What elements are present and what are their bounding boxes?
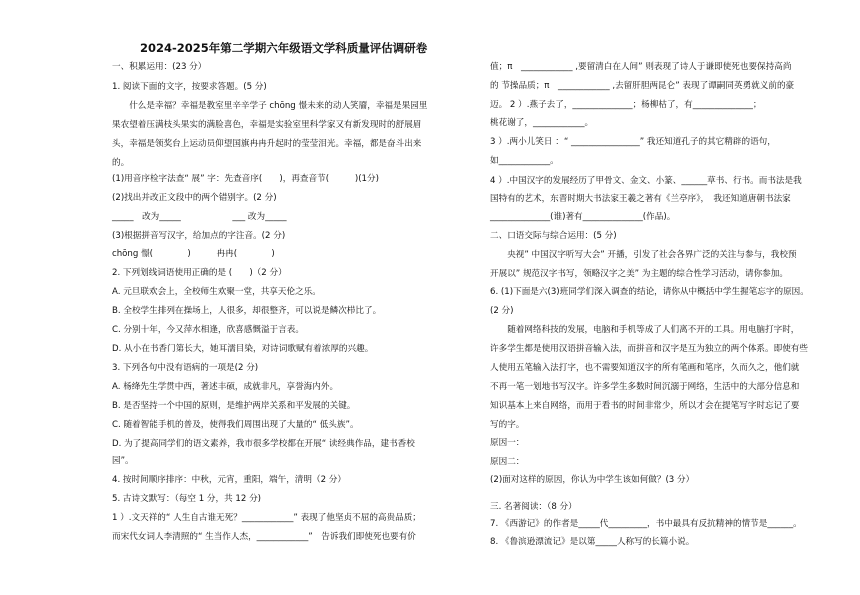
pinyin-blanks: chōng 憬( ) 冉冉( ) — [112, 249, 275, 259]
option-d: D. 从小在书香门第长大，她耳濡目染，对诗词歌赋有着浓厚的兴趣。 — [112, 344, 374, 354]
material-line: 人使用五笔输入法打字，也不需要知道汉字的所有笔画和笔序，久而久之，他们就 — [490, 363, 800, 373]
question-1-2: (2)找出并改正文段中的两个错别字。(2 分) — [112, 193, 277, 203]
poem-blank-line: 的 节操品质；π ____________ ,去留肝胆两昆仑” 表现了谭嗣同英勇就义前的豪 — [490, 81, 795, 91]
question-3: 3. 下列各句中没有语病的一项是(2 分) — [112, 363, 259, 373]
answer-blanks: _____ 改为_____ ___ 改为_____ — [112, 212, 287, 222]
question-6-score: (2 分) — [490, 306, 514, 316]
question-6: 6. (1)下面是六(3)班同学们深入调查的结论，请你从中概括中学生握笔忘字的原因。 — [490, 287, 809, 297]
question-4-line: 国特有的艺术，东晋时期大书法家王羲之著有《兰亭序》， 我还知道唐朝书法家 — [490, 194, 791, 204]
poem-blank-line: 而宋代女词人李清照的“ 生当作人杰，____________” 告诉我们即使死也要有价 — [112, 532, 416, 542]
poem-blank-line: 迈。 2 ）.燕子去了，______________；杨柳枯了，有______________； — [490, 100, 762, 110]
question-4-line: 4 ）.中国汉字的发展经历了甲骨文、金文、小篆、______草书、行书。而书法是我 — [490, 176, 802, 186]
page-title: 2024-2025年第二学期六年级语文学科质量评估调研卷 — [140, 41, 428, 55]
passage-line: 什么是幸福？幸福是教室里辛辛学子 chōng 憬未来的动人笑靥，幸福是果园里 — [112, 101, 428, 111]
option-a: A. 杨绛先生学贯中西，著述丰硕，成就非凡，享誉海内外。 — [112, 382, 339, 392]
question-4-line: ______________(谁)著有______________(作品)。 — [490, 212, 676, 222]
material-line: 许多学生都是使用汉语拼音输入法，而拼音和汉字是互为独立的两个体系。即使有些 — [490, 344, 808, 354]
section-3-heading: 三. 名著阅读：（8 分） — [490, 502, 577, 512]
section-1-heading: 一、积累运用：(23 分） — [112, 62, 207, 72]
option-b: B. 是否坚持一个中国的原则，是维护两岸关系和平发展的关键。 — [112, 401, 356, 411]
passage-line: 果农望着压满枝头果实的满脸喜色，幸福是实验室里科学家又有新发现时的舒展眉 — [112, 120, 422, 130]
option-a: A. 元旦联欢会上，全校师生欢聚一堂，共享天伦之乐。 — [112, 287, 321, 297]
option-b: B. 全校学生排列在操场上，人很多，却很整齐，可以说是鳞次栉比了。 — [112, 306, 382, 316]
poem-blank-line: 如____________。 — [490, 156, 559, 166]
passage-line: 头，幸福是领奖台上运动员仰望国旗冉冉升起时的莹莹泪光。幸福，都是奋斗出来 — [112, 139, 422, 149]
section-2-heading: 二、口语交际与综合运用：(5 分) — [490, 231, 617, 241]
option-d-cont: 园”。 — [112, 456, 134, 466]
question-5: 5. 古诗文默写：（每空 1 分，共 12 分) — [112, 494, 262, 504]
material-line: 写的字。 — [490, 420, 525, 430]
question-7: 7. 《西游记》的作者是_____代_________，书中最具有反抗精神的情节是______。 — [490, 519, 802, 529]
passage-line: 的。 — [112, 158, 130, 168]
question-6-2: (2)面对这样的原因，你认为中学生该如何做？(3 分） — [490, 475, 695, 485]
question-4: 4. 按时间顺序排序：中秋，元宵，重阳，端午，清明（2 分） — [112, 475, 346, 485]
question-2: 2. 下列划线词语使用正确的是 ( )（2 分） — [112, 268, 287, 278]
material-line: 知识基本上来自网络，而用于看书的时间非常少，所以才会在提笔写字时忘记了要 — [490, 401, 800, 411]
option-c: C. 随着智能手机的普及，使得我们周围出现了大量的“ 低头族”。 — [112, 420, 359, 430]
question-8: 8. 《鲁滨逊漂流记》是以第_____人称写的长篇小说。 — [490, 537, 695, 547]
reason-two: 原因二： — [490, 457, 525, 467]
activity-intro: 央视” 中国汉字听写大会” 开播，引发了社会各界广泛的关注与参与，我校预 — [490, 250, 797, 260]
option-d: D. 为了提高同学们的语文素养，我市很多学校都在开展“ 读经典作品，建书香校 — [112, 439, 415, 449]
material-line: 不再一笔一划地书写汉字。许多学生多数时间沉溺于网络，生活中的大部分信息和 — [490, 382, 800, 392]
question-1: 1. 阅读下面的文字，按要求答题。(5 分) — [112, 82, 267, 92]
question-1-1: (1)用音序检字法查“ 展” 字：先查音序( )，再查音节( )(1分) — [112, 174, 379, 184]
option-c: C. 分别十年，今又萍水相逢，欣喜感慨溢于言表。 — [112, 325, 304, 335]
material-line: 随着网络科技的发展，电脑和手机等成了人们离不开的工具。用电脑打字时， — [490, 325, 800, 335]
poem-blank-line: 桃花谢了，____________。 — [490, 118, 594, 128]
question-1-3: (3)根据拼音写汉字，给加点的字注音。(2 分) — [112, 231, 286, 241]
reason-one: 原因一： — [490, 438, 525, 448]
poem-blank-line: 1 ）.文天祥的“ 人生自古谁无死？____________” 表现了他坚贞不屈的高贵品质； — [112, 513, 421, 523]
poem-blank-line: 值；π ____________ ,要留清白在人间” 则表现了诗人于谦即使死也要保持高尚 — [490, 62, 792, 72]
poem-blank-line: 3 ）.两小儿笑日 ：“ ________________” 我还知道孔子的其它精辟的语句， — [490, 137, 776, 147]
activity-intro: 开展以” 规范汉字书写，领略汉字之美” 为主题的综合性学习活动，请你参加。 — [490, 269, 788, 279]
